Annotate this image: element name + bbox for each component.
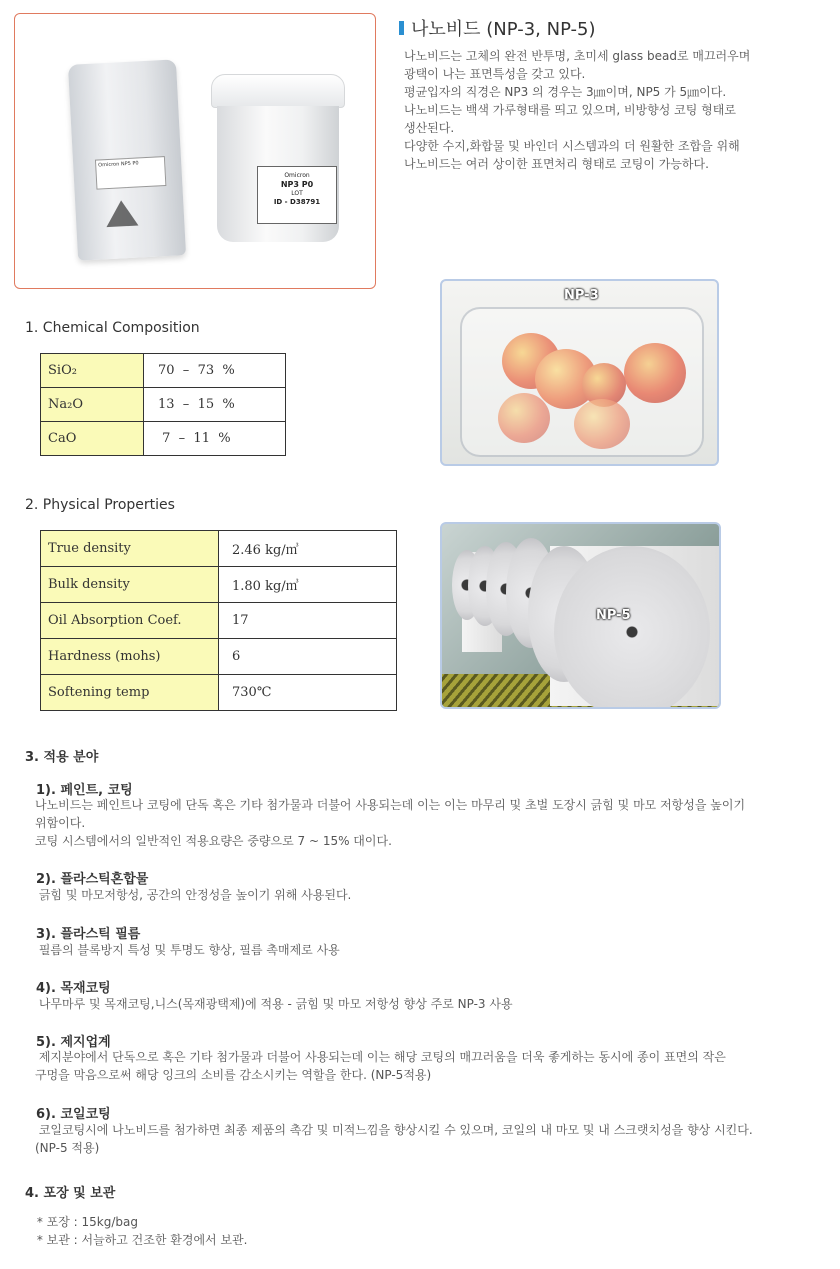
property-value: 2.46 kg/㎥ bbox=[219, 531, 397, 567]
chemical-value: 13 – 15 % bbox=[144, 388, 286, 422]
application-line: 코일코팅시에 나노비드를 첨가하면 최종 제품의 촉감 및 미적느낌을 향상시킬 수 있으며, 코일의 내 마모 및 내 스크랫치성을 향상 시킨다. bbox=[35, 1123, 753, 1137]
applications-heading: 3. 적용 분야 bbox=[25, 750, 99, 765]
bucket-label-product: NP3 P0 bbox=[280, 180, 314, 189]
property-value: 6 bbox=[219, 639, 397, 675]
application-line: (NP-5 적용) bbox=[35, 1141, 100, 1155]
chemical-table bbox=[40, 353, 286, 456]
table-row bbox=[41, 388, 286, 422]
chemical-name: Na₂O bbox=[41, 388, 144, 422]
property-name: Hardness (mohs) bbox=[41, 639, 219, 675]
property-name: Bulk density bbox=[41, 567, 219, 603]
application-title: 5). 제지업계 bbox=[36, 1035, 111, 1050]
bucket-label-brand: Omicron bbox=[284, 172, 310, 179]
intro-line: 다양한 수지,화합물 및 바인더 시스템과의 더 원활한 조합을 위해 bbox=[404, 139, 740, 153]
chemical-value: 7 – 11 % bbox=[144, 422, 286, 456]
table-row bbox=[41, 567, 397, 603]
bucket-body bbox=[217, 106, 339, 242]
chemical-name: SiO₂ bbox=[41, 354, 144, 388]
table-row bbox=[41, 603, 397, 639]
title-accent-bar bbox=[399, 21, 404, 35]
packaging-body bbox=[33, 1213, 247, 1249]
np3-photo bbox=[440, 279, 719, 466]
chemical-value: 70 – 73 % bbox=[144, 354, 286, 388]
physical-table bbox=[40, 530, 397, 711]
application-line: 나무마루 및 목재코팅,니스(목재광택제)에 적용 - 긁힘 및 마모 저항성 향상 주로 NP-3 사용 bbox=[35, 997, 513, 1011]
intro-line: 생산된다. bbox=[404, 121, 455, 135]
application-line: 필름의 블록방지 특성 및 투명도 향상, 필름 촉매제로 사용 bbox=[35, 943, 340, 957]
table-row bbox=[41, 354, 286, 388]
property-name: True density bbox=[41, 531, 219, 567]
packaging-heading: 4. 포장 및 보관 bbox=[25, 1186, 116, 1201]
application-line: 긁힘 및 마모저항성, 공간의 안정성을 높이기 위해 사용된다. bbox=[35, 888, 352, 902]
application-title: 6). 코일코팅 bbox=[36, 1107, 111, 1122]
intro-line: 평균입자의 직경은 NP3 의 경우는 3㎛이며, NP5 가 5㎛이다. bbox=[404, 85, 727, 99]
intro-line: 나노비드는 백색 가루형태를 띄고 있으며, 비방향성 코팅 형태로 bbox=[404, 103, 736, 117]
physical-heading: 2. Physical Properties bbox=[25, 497, 175, 513]
paper-roll bbox=[554, 546, 710, 709]
packaging-line: * 보관 : 서늘하고 건조한 환경에서 보관. bbox=[33, 1233, 248, 1247]
product-bag-image bbox=[68, 59, 186, 260]
intro-text bbox=[404, 47, 804, 173]
plastic-tray bbox=[460, 307, 704, 457]
np5-photo bbox=[440, 522, 721, 709]
chemical-name: CaO bbox=[41, 422, 144, 456]
bucket-label bbox=[257, 166, 337, 224]
application-line: 코팅 시스템에서의 일반적인 적용요량은 중량으로 7 ~ 15% 대이다. bbox=[35, 834, 392, 848]
chemical-heading: 1. Chemical Composition bbox=[25, 320, 200, 336]
np3-label: NP-3 bbox=[564, 288, 599, 303]
application-title: 2). 플라스틱혼합물 bbox=[36, 872, 149, 887]
intro-line: 나노비드는 고체의 완전 반투명, 초미세 glass bead로 매끄러우며 bbox=[404, 49, 751, 63]
application-body bbox=[35, 1048, 825, 1084]
application-line: 제지분야에서 단독으로 혹은 기타 첨가물과 더불어 사용되는데 이는 해당 코팅의 매끄러움을 더욱 좋게하는 동시에 종이 표면의 작은 bbox=[35, 1050, 726, 1064]
table-row bbox=[41, 639, 397, 675]
property-value: 730℃ bbox=[219, 675, 397, 711]
bucket-lid bbox=[211, 74, 345, 108]
property-name: Oil Absorption Coef. bbox=[41, 603, 219, 639]
application-title: 1). 페인트, 코팅 bbox=[36, 783, 133, 798]
product-photo bbox=[14, 13, 376, 289]
application-line: 나노비드는 페인트나 코팅에 단독 혹은 기타 첨가물과 더불어 사용되는데 이는 이는 마무리 및 초벌 도장시 긁힘 및 마모 저항성을 높이기 bbox=[35, 798, 746, 812]
np5-label: NP-5 bbox=[596, 608, 631, 623]
bucket-label-id: ID - D38791 bbox=[273, 198, 321, 206]
product-bucket-image bbox=[211, 74, 345, 242]
warning-triangle-icon bbox=[105, 200, 138, 228]
table-row bbox=[41, 422, 286, 456]
table-row bbox=[41, 675, 397, 711]
application-title: 3). 플라스틱 필름 bbox=[36, 927, 141, 942]
bag-label: Omicron NP5 P0 bbox=[95, 156, 166, 190]
table-row bbox=[41, 531, 397, 567]
page-title: 나노비드 (NP-3, NP-5) bbox=[411, 19, 596, 40]
property-value: 17 bbox=[219, 603, 397, 639]
application-body bbox=[35, 1121, 825, 1157]
packaging-line: * 포장 : 15kg/bag bbox=[33, 1215, 138, 1229]
bucket-label-lot: LOT bbox=[291, 190, 303, 197]
application-title: 4). 목재코팅 bbox=[36, 981, 111, 996]
intro-line: 나노비드는 여러 상이한 표면처리 형태로 코팅이 가능하다. bbox=[404, 157, 709, 171]
application-body bbox=[35, 796, 825, 850]
property-value: 1.80 kg/㎥ bbox=[219, 567, 397, 603]
property-name: Softening temp bbox=[41, 675, 219, 711]
intro-line: 광택이 나는 표면특성을 갖고 있다. bbox=[404, 67, 586, 81]
application-line: 구멍을 막음으로써 해당 잉크의 소비를 감소시키는 역할을 한다. (NP-5적용) bbox=[35, 1068, 432, 1082]
application-line: 위함이다. bbox=[35, 816, 86, 830]
